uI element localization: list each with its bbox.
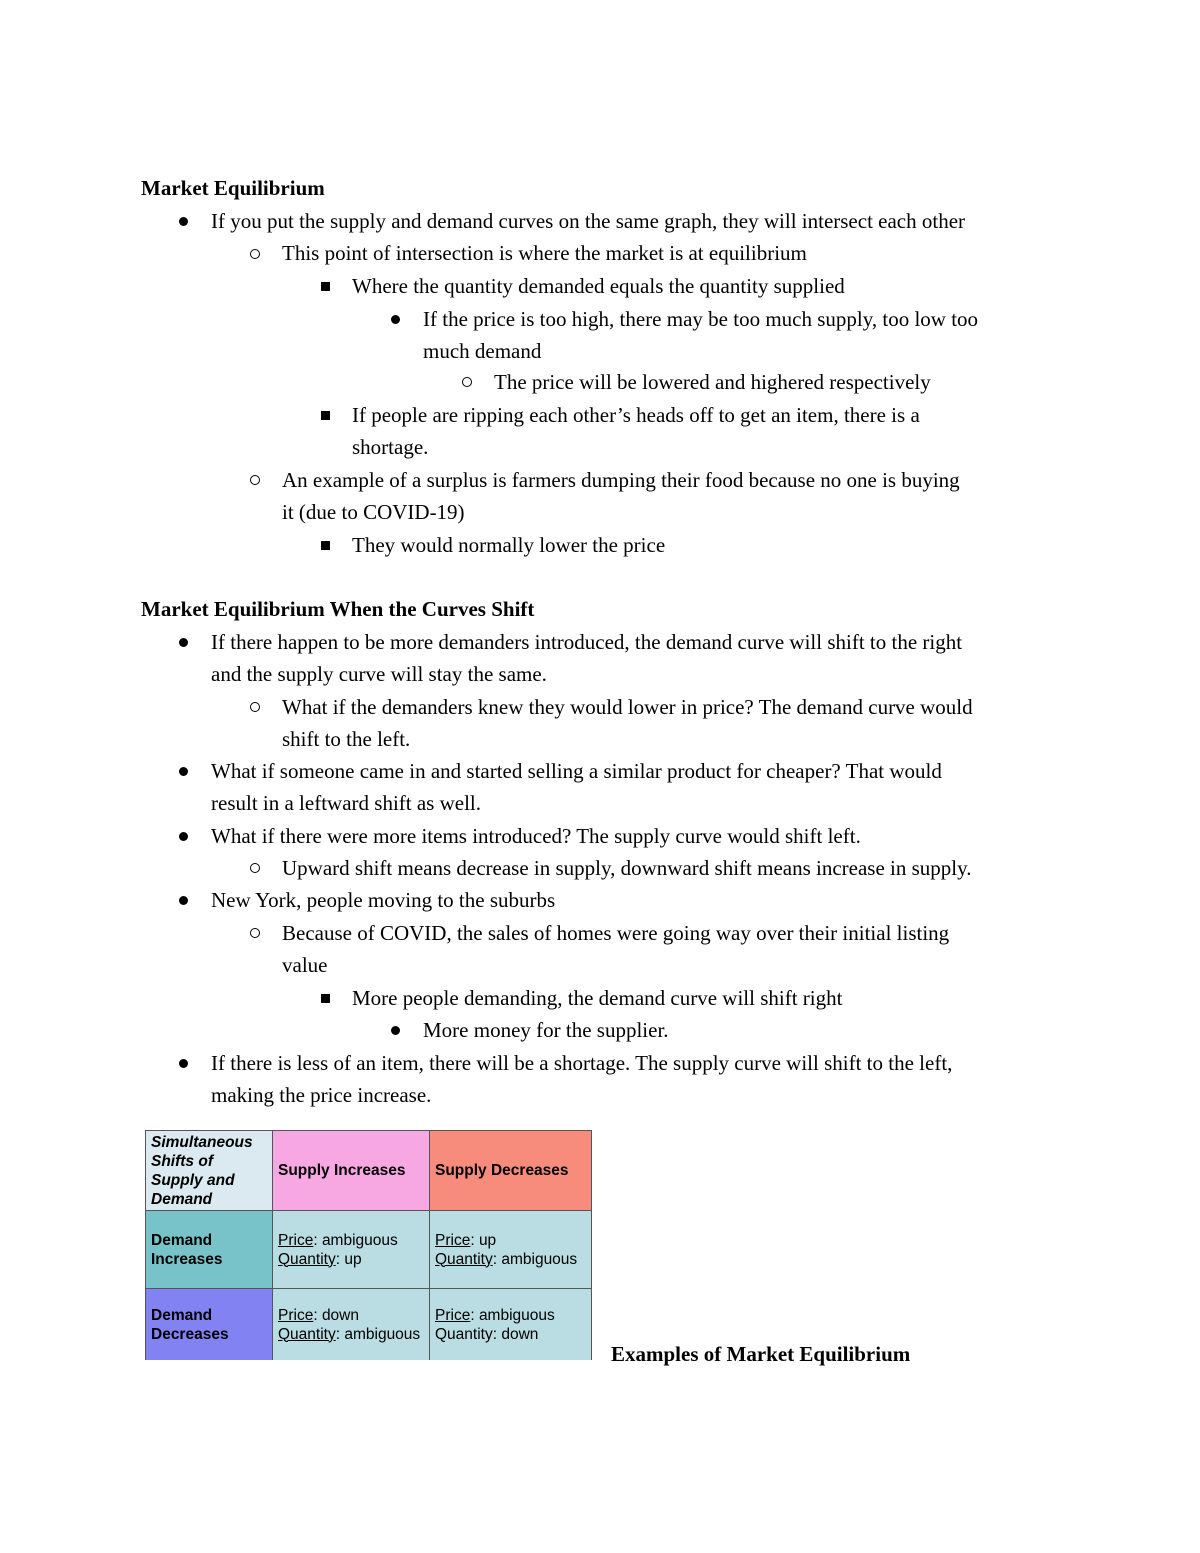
bullet-circle (250, 249, 260, 259)
bullet-square (321, 994, 330, 1003)
text-line: making the price increase. (211, 1083, 432, 1107)
table-cell: Price: ambiguous Quantity: down (430, 1289, 592, 1360)
text-line: result in a leftward shift as well. (211, 791, 482, 815)
section-heading: Market Equilibrium (141, 176, 325, 200)
bullet-dot (179, 896, 188, 905)
bullet-circle (250, 863, 260, 873)
text-line: More people demanding, the demand curve will shift right (352, 986, 843, 1010)
table-cell: Price: down Quantity: ambiguous (273, 1289, 430, 1360)
text-line: much demand (423, 339, 542, 363)
header-supply-increases: Supply Increases (273, 1131, 430, 1211)
text-line: Where the quantity demanded equals the quantity supplied (352, 274, 845, 298)
text-line: it (due to COVID-19) (282, 500, 465, 524)
text-line: value (282, 953, 328, 977)
text-line: If there happen to be more demanders introduced, the demand curve will shift to the right (211, 630, 963, 654)
bullet-square (321, 282, 330, 291)
bullet-dot (179, 217, 188, 226)
text-line: If there is less of an item, there will be a shortage. The supply curve will shift to the left, (211, 1051, 953, 1075)
text-line: What if there were more items introduced? The supply curve would shift left. (211, 824, 861, 848)
text-line: shift to the left. (282, 727, 411, 751)
text-line: What if the demanders knew they would lower in price? The demand curve would (282, 695, 973, 719)
table-corner-cell: Simultaneous Shifts of Supply and Demand (146, 1131, 273, 1211)
text-line: If people are ripping each other’s heads off to get an item, there is a (352, 403, 920, 427)
text-line: If the price is too high, there may be too much supply, too low too (423, 307, 979, 331)
text-line: An example of a surplus is farmers dumping their food because no one is buying (282, 468, 960, 492)
table-cell: Price: up Quantity: ambiguous (430, 1211, 592, 1289)
bullet-dot (179, 832, 188, 841)
text-line: They would normally lower the price (352, 533, 666, 557)
text-line: If you put the supply and demand curves on the same graph, they will intersect each other (211, 209, 966, 233)
bullet-square (321, 541, 330, 550)
header-demand-decreases: Demand Decreases (146, 1289, 273, 1360)
text-line: shortage. (352, 435, 429, 459)
bullet-dot (179, 638, 188, 647)
text-line: This point of intersection is where the market is at equilibrium (282, 241, 807, 265)
bullet-dot (179, 767, 188, 776)
text-line: What if someone came in and started selling a similar product for cheaper? That would (211, 759, 942, 783)
header-demand-increases: Demand Increases (146, 1211, 273, 1289)
bullet-square (321, 411, 330, 420)
section-heading: Examples of Market Equilibrium (611, 1342, 911, 1366)
text-line: New York, people moving to the suburbs (211, 888, 556, 912)
header-supply-decreases: Supply Decreases (430, 1131, 592, 1211)
text-line: Because of COVID, the sales of homes were going way over their initial listing (282, 921, 950, 945)
bullet-dot (391, 315, 400, 324)
table-cell: Price: ambiguous Quantity: up (273, 1211, 430, 1289)
bullet-dot (179, 1059, 188, 1068)
bullet-circle (250, 928, 260, 938)
text-line: More money for the supplier. (423, 1018, 669, 1042)
text-line: The price will be lowered and highered respectively (494, 370, 931, 394)
bullet-circle (462, 377, 472, 387)
simultaneous-shifts-table (145, 1130, 592, 1360)
bullet-circle (250, 475, 260, 485)
bullet-circle (250, 702, 260, 712)
bullet-dot (391, 1026, 400, 1035)
text-line: Upward shift means decrease in supply, downward shift means increase in supply. (282, 856, 972, 880)
text-line: and the supply curve will stay the same. (211, 662, 547, 686)
section-heading: Market Equilibrium When the Curves Shift (141, 597, 535, 621)
